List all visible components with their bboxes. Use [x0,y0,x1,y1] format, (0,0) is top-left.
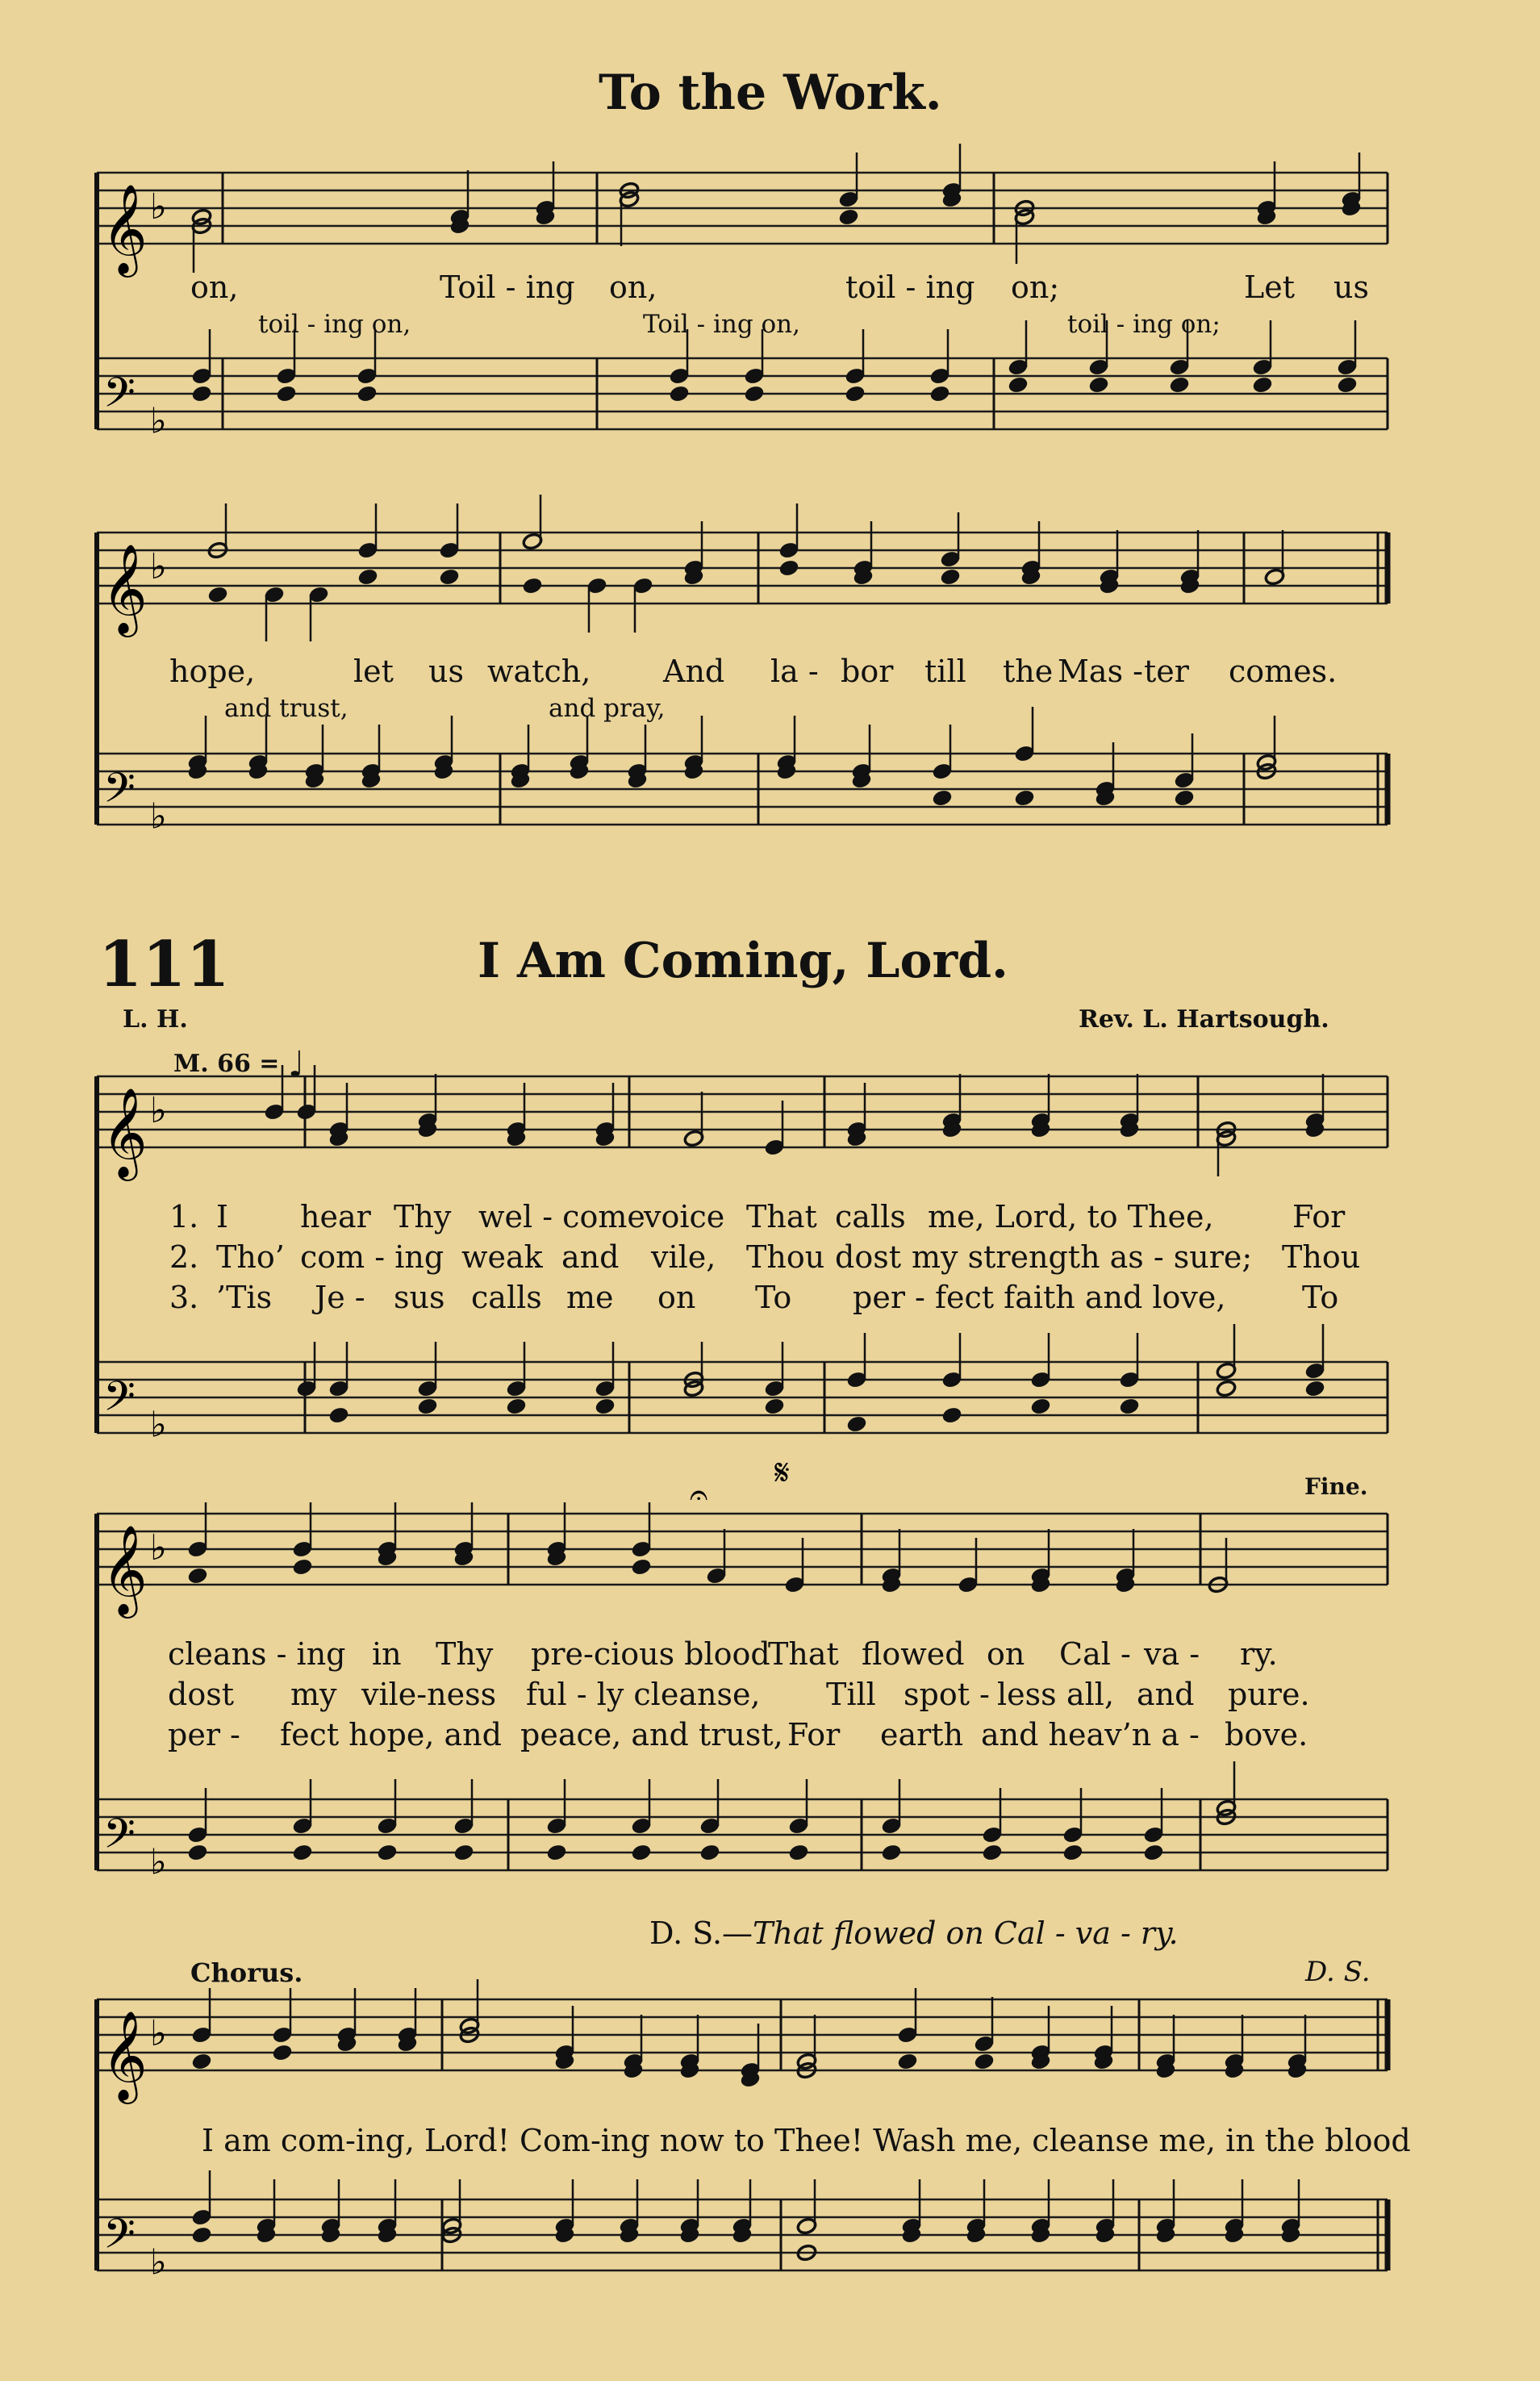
bass-clef-icon: 𝄢 [103,1809,136,1868]
lyric-syllable: on [657,1280,696,1315]
note-head [631,1558,652,1577]
lyric-syllable: and [1137,1677,1195,1712]
lyric-syllable: my [290,1677,337,1712]
note-head [788,1844,809,1862]
lyric-syllable: com - ing [300,1239,444,1275]
lyric-echo: and pray, [549,694,666,723]
lyric-syllable: less [997,1677,1057,1712]
treble-clef-icon: 𝄞 [102,2010,148,2100]
quarter-note-icon: ♩ [287,1044,305,1085]
note-head [546,1844,567,1862]
lyric-syllable: me, Lord, to Thee, [928,1199,1214,1234]
lyric-syllable: Thou [1282,1239,1361,1275]
lyric-syllable: Thy [394,1199,452,1234]
note-head [897,2053,918,2071]
note-head [846,1415,867,1434]
lyric-syllable: 2. [169,1239,199,1275]
hymn-number: 111 [98,928,230,1001]
lyric-syllable: That [768,1636,839,1672]
lyric-syllable: in [372,1636,402,1672]
lyric-syllable: sus [394,1280,445,1315]
flat-sign-icon: ♭ [150,796,167,838]
note-head [377,1844,398,1862]
note-head [1119,1397,1140,1416]
lyric-syllable: To [755,1280,792,1315]
fermata-icon: 𝄐 [690,1477,708,1514]
verse-lines-a [0,1199,1540,1328]
lyric-syllable: till [924,654,966,689]
note-head [764,1397,785,1416]
lyric-echo: toil - ing on, [258,310,411,339]
lyric-syllable: Till [826,1677,876,1712]
lyric-syllable: ter [1144,654,1189,689]
lyric-syllable: comes. [1229,654,1338,689]
lyric-echo: toil - ing on; [1067,310,1221,339]
lyric-syllable: ry. [1240,1636,1278,1672]
flat-sign-icon: ♭ [150,1090,167,1132]
bass-clef-icon: 𝄢 [103,368,136,427]
note-head [506,1397,527,1416]
treble-clef-icon: 𝄞 [102,543,148,633]
lyric-syllable: Je - [315,1280,365,1315]
lyric-syllable: va - [1144,1636,1200,1672]
note-head [292,1844,313,1862]
lyric-syllable: per - [168,1717,240,1752]
lyric-syllable: Thou [746,1239,825,1275]
note-head [631,1844,652,1862]
lyric-syllable: vile-ness [361,1677,497,1712]
note-head [292,1558,313,1577]
flat-sign-icon: ♭ [150,2013,167,2055]
hymn-title: I Am Coming, Lord. [478,933,1008,989]
note-head [1062,1844,1083,1862]
flat-sign-icon: ♭ [150,1841,167,1883]
verse-lines-b [0,1636,1540,1765]
lyric-syllable: and [561,1239,620,1275]
lyric-syllable: cleans - ing [168,1636,346,1672]
lyric-syllable: per - fect faith and love, [853,1280,1226,1315]
lyric-syllable: Cal - [1059,1636,1131,1672]
lyric-syllable: la - [770,654,819,689]
treble-clef-icon: 𝄞 [102,1087,148,1177]
lyric-syllable: For [1292,1199,1346,1234]
note-head [272,2044,293,2062]
lyric-syllable: Mas - [1058,654,1143,689]
ds-label: D. S.— [649,1915,753,1951]
fine-marking: Fine. [1304,1473,1368,1500]
lyric-syllable: watch, [487,654,591,689]
lyric-syllable: calls [835,1199,906,1234]
lyric-syllable: and heav’n a - [981,1717,1200,1752]
treble-clef-icon: 𝄞 [102,1524,148,1614]
lyric-syllable: the [1003,654,1054,689]
lyric-syllable: pure. [1228,1677,1310,1712]
lyric-syllable: bove. [1225,1717,1308,1752]
lyric-syllable: us [1333,269,1369,305]
bass-clef-icon: 𝄢 [103,1372,136,1431]
ds-line [649,1915,1179,1951]
lyric-syllable: hope, [169,654,256,689]
hymn-title-top: To the Work. [599,65,942,121]
chorus-label: Chorus. [190,1957,303,1988]
metronome-text: M. 66 = [173,1050,280,1078]
lyric-syllable: weak [461,1239,543,1275]
lyric-syllable: ful - ly cleanse, [526,1677,761,1712]
lyric-syllable: calls [471,1280,542,1315]
bass-clef-icon: 𝄢 [103,2209,136,2268]
lyric-syllable: Toil - ing [440,269,575,305]
lyric-syllable: wel - come [478,1199,645,1234]
chorus-ds-marking: D. S. [1305,1956,1371,1988]
lyric-syllable: fect hope, and [280,1717,502,1752]
note-head [191,2226,212,2245]
lyric-syllable: bor [841,654,894,689]
lyric-syllable: on, [609,269,657,305]
lyric-echo: and trust, [224,694,348,723]
lyric-syllable: 1. [169,1199,199,1234]
lyric-syllable: pre-cious blood [531,1636,770,1672]
flat-sign-icon: ♭ [150,1527,167,1569]
lyric-syllable: 3. [169,1280,199,1315]
lyric-syllable: flowed [862,1636,965,1672]
flat-sign-icon: ♭ [150,400,167,442]
lyric-syllable: Thy [436,1636,494,1672]
note-head [699,1844,720,1862]
segno-icon: 𝄋 [774,1452,790,1493]
note-head [982,1844,1003,1862]
chorus-lyrics: I am com-ing, Lord! Com-ing now to Thee! Wash me, cleanse me, in the blood [202,2123,1411,2158]
lyric-syllable: on; [1011,269,1060,305]
note-head [328,1406,349,1425]
lyric-syllable: To [1302,1280,1339,1315]
note-head [595,1397,616,1416]
lyric-syllable: toil - ing [845,269,975,305]
lyric-echo: Toil - ing on, [643,310,801,339]
lyric-syllable: all, [1066,1677,1115,1712]
note-head [974,2053,995,2071]
note-head [191,2053,212,2071]
lyric-syllable: ’Tis [216,1280,273,1315]
flat-sign-icon: ♭ [150,2241,167,2283]
note-head [187,1567,208,1585]
bass-clef-icon: 𝄢 [103,763,136,822]
note-head [941,1406,962,1425]
lyric-syllable: peace, and trust, [520,1717,783,1752]
flat-sign-icon: ♭ [150,546,167,588]
lyric-syllable: Let [1244,269,1295,305]
ds-words: That flowed on Cal - va - ry. [753,1915,1179,1951]
note-head [453,1844,474,1862]
lyric-syllable: Tho’ [216,1239,285,1275]
note-head [187,1844,208,1862]
note-head [417,1397,438,1416]
note-head [881,1844,902,1862]
lyric-syllable: on [987,1636,1025,1672]
note-head [1216,1380,1237,1398]
lyric-syllable: us [428,654,464,689]
lyric-syllable: earth [880,1717,964,1752]
lyric-syllable: my strength as - sure; [912,1239,1253,1275]
lyric-syllable: on, [190,269,239,305]
lyric-syllable: let [353,654,394,689]
author-credit: Rev. L. Hartsough. [1079,1005,1329,1034]
lyric-syllable: me [566,1280,614,1315]
flat-sign-icon: ♭ [150,186,167,228]
lyric-syllable: vile, [651,1239,716,1275]
lyric-syllable: That [746,1199,817,1234]
note-head [1304,1380,1325,1398]
lyric-syllable: voice [644,1199,725,1234]
note-head [1030,1397,1051,1416]
lyric-syllable: For [787,1717,841,1752]
lyric-syllable: I [216,1199,229,1234]
lyric-syllable: hear [300,1199,371,1234]
lyric-syllable: spot - [904,1677,990,1712]
lyric-syllable: dost [835,1239,901,1275]
treble-clef-icon: 𝄞 [102,183,148,274]
lyric-syllable: dost [168,1677,234,1712]
lyric-syllable: And [663,654,725,689]
composer-credit: L. H. [123,1005,188,1034]
flat-sign-icon: ♭ [150,1404,167,1446]
note-head [1143,1844,1164,1862]
